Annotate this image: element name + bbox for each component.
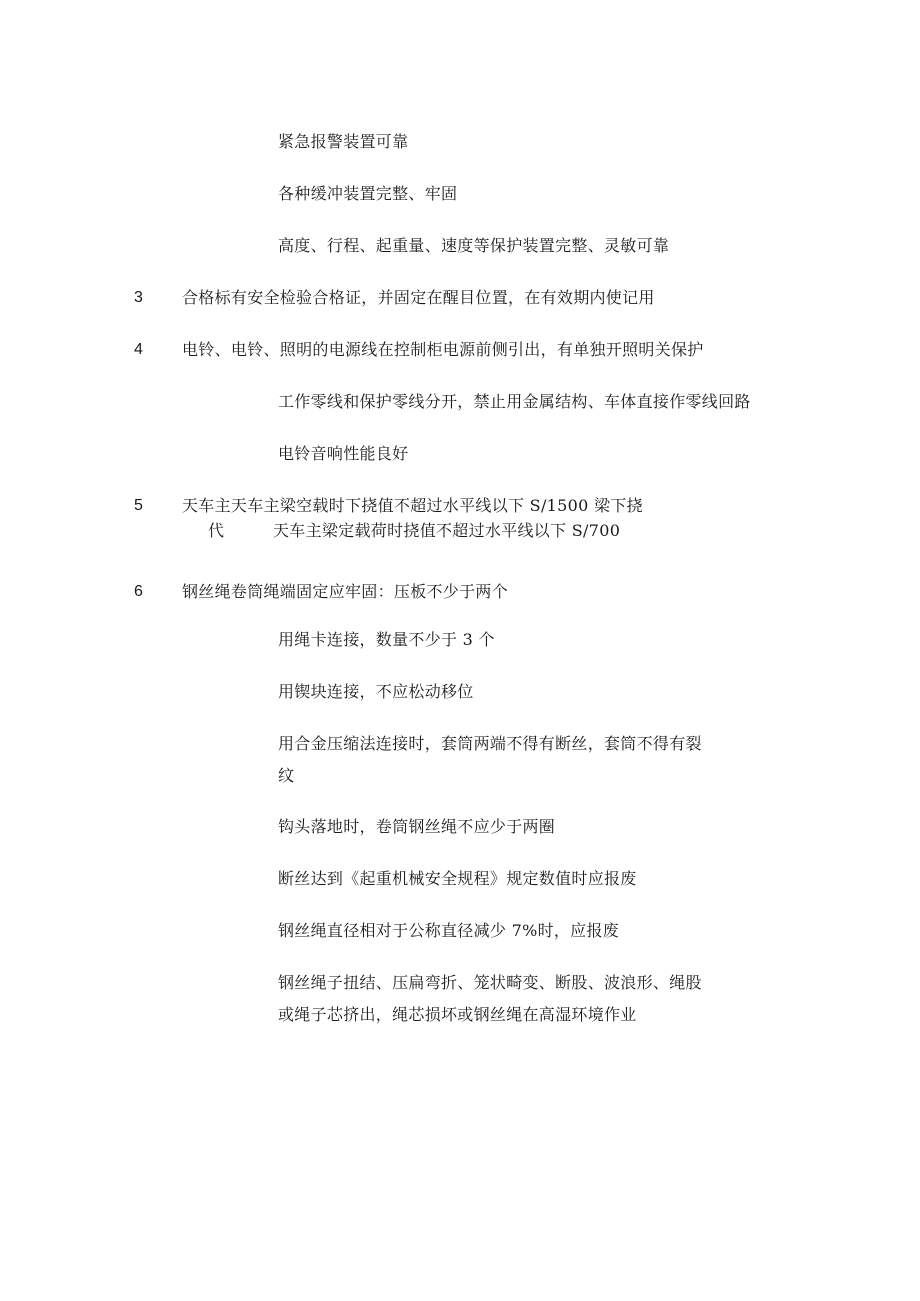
item-number: 6: [134, 583, 143, 600]
text-line: 工作零线和保护零线分开，禁止用金属结构、车体直接作零线回路: [278, 392, 751, 411]
text-line: 钩头落地时，卷筒钢丝绳不应少于两圈: [278, 817, 556, 836]
text-line: 用合金压缩法连接时，套筒两端不得有断丝，套筒不得有裂: [278, 734, 702, 753]
text-line: 电铃音响性能良好: [278, 444, 409, 463]
text-line: 各种缓冲装置完整、牢固: [278, 184, 458, 203]
item-number: 4: [134, 341, 143, 358]
text-line: 用锲块连接，不应松动移位: [278, 682, 474, 701]
text-line: 电铃、电铃、照明的电源线在控制柜电源前侧引出，有单独开照明关保护: [182, 340, 704, 359]
text-line: 钢丝绳子扭结、压扁弯折、笼状畸变、断股、波浪形、绳股: [278, 973, 702, 992]
text-line: 钢丝绳卷筒绳端固定应牢固：压板不少于两个: [182, 582, 509, 601]
text-line: 钢丝绳直径相对于公称直径减少 7%时，应报废: [278, 921, 620, 940]
text-line: 或绳子芯挤出，绳芯损坏或钢丝绳在高湿环境作业: [278, 1005, 637, 1024]
text-line: 合格标有安全检验合格证，并固定在醒目位置，在有效期内使记用: [182, 288, 655, 307]
text-line: 紧急报警装置可靠: [278, 132, 409, 151]
item-number: 3: [134, 289, 143, 306]
text-line: 用绳卡连接，数量不少于 3 个: [278, 630, 495, 649]
text-line: 天车主梁定载荷时挠值不超过水平线以下 S/700: [273, 521, 621, 540]
text-line: 纹: [278, 766, 295, 785]
text-line: 天车主天车主梁空载时下挠值不超过水平线以下 S/1500 梁下挠: [182, 496, 643, 515]
item-number: 5: [134, 497, 143, 514]
text-line: 断丝达到《起重机械安全规程》规定数值时应报废: [278, 869, 637, 888]
text-line: 高度、行程、起重量、速度等保护装置完整、灵敏可靠: [278, 236, 670, 255]
text-line: 代: [208, 521, 225, 540]
